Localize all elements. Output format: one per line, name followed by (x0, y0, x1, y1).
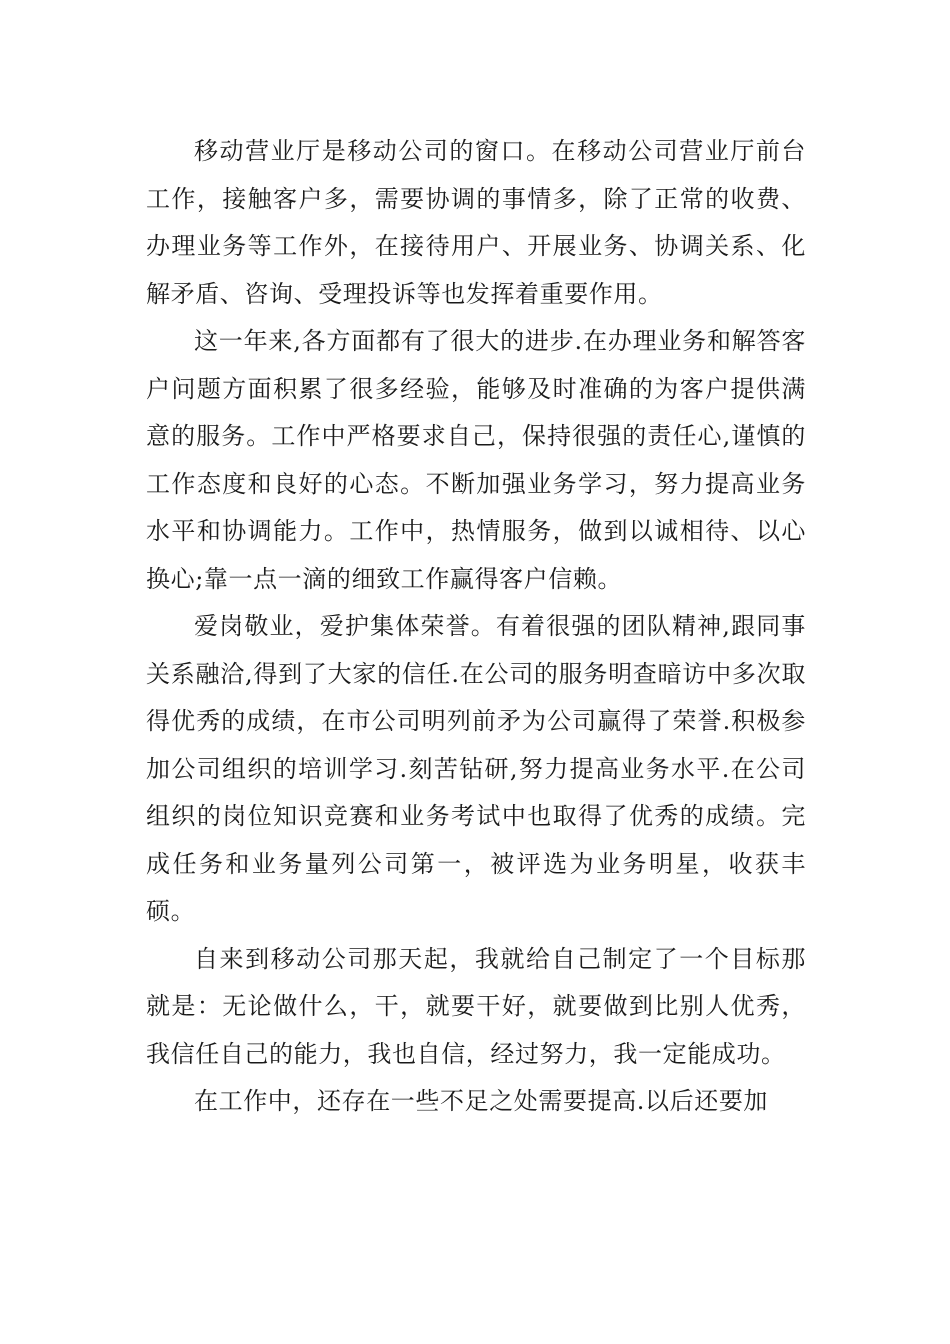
document-body (146, 128, 806, 1126)
paragraph-intro: 移动营业厅是移动公司的窗口。在移动公司营业厅前台工作，接触客户多，需要协调的事情多，除了正常的收费、办理业务等工作外，在接待用户、开展业务、协调关系、化解矛盾、咨询、受理投诉等也发挥着重要作用。 (146, 137, 806, 308)
paragraph-shortcomings: 在工作中，还存在一些不足之处需要提高.以后还要加 (194, 1087, 769, 1115)
paragraph-progress: 这一年来,各方面都有了很大的进步.在办理业务和解答客户问题方面积累了很多经验，能够及时准确的为客户提供满意的服务。工作中严格要求自己，保持很强的责任心,谨慎的工作态度和良好的心态。不断加强业务学习，努力提高业务水平和协调能力。工作中，热情服务，做到以诚相待、以心换心;靠一点一滴的细致工作赢得客户信赖。 (146, 327, 806, 593)
paragraph-goal: 自来到移动公司那天起，我就给自己制定了一个目标那就是：无论做什么，干，就要干好，就要做到比别人优秀，我信任自己的能力，我也自信，经过努力，我一定能成功。 (146, 944, 806, 1068)
paragraph-teamwork: 爱岗敬业，爱护集体荣誉。有着很强的团队精神,跟同事关系融洽,得到了大家的信任.在公司的服务明查暗访中多次取得优秀的成绩，在市公司明列前矛为公司赢得了荣誉.积极参加公司组织的培训学习.刻苦钻研,努力提高业务水平.在公司组织的岗位知识竞赛和业务考试中也取得了优秀的成绩。完成任务和业务量列公司第一，被评选为业务明星，收获丰硕。 (146, 612, 806, 925)
